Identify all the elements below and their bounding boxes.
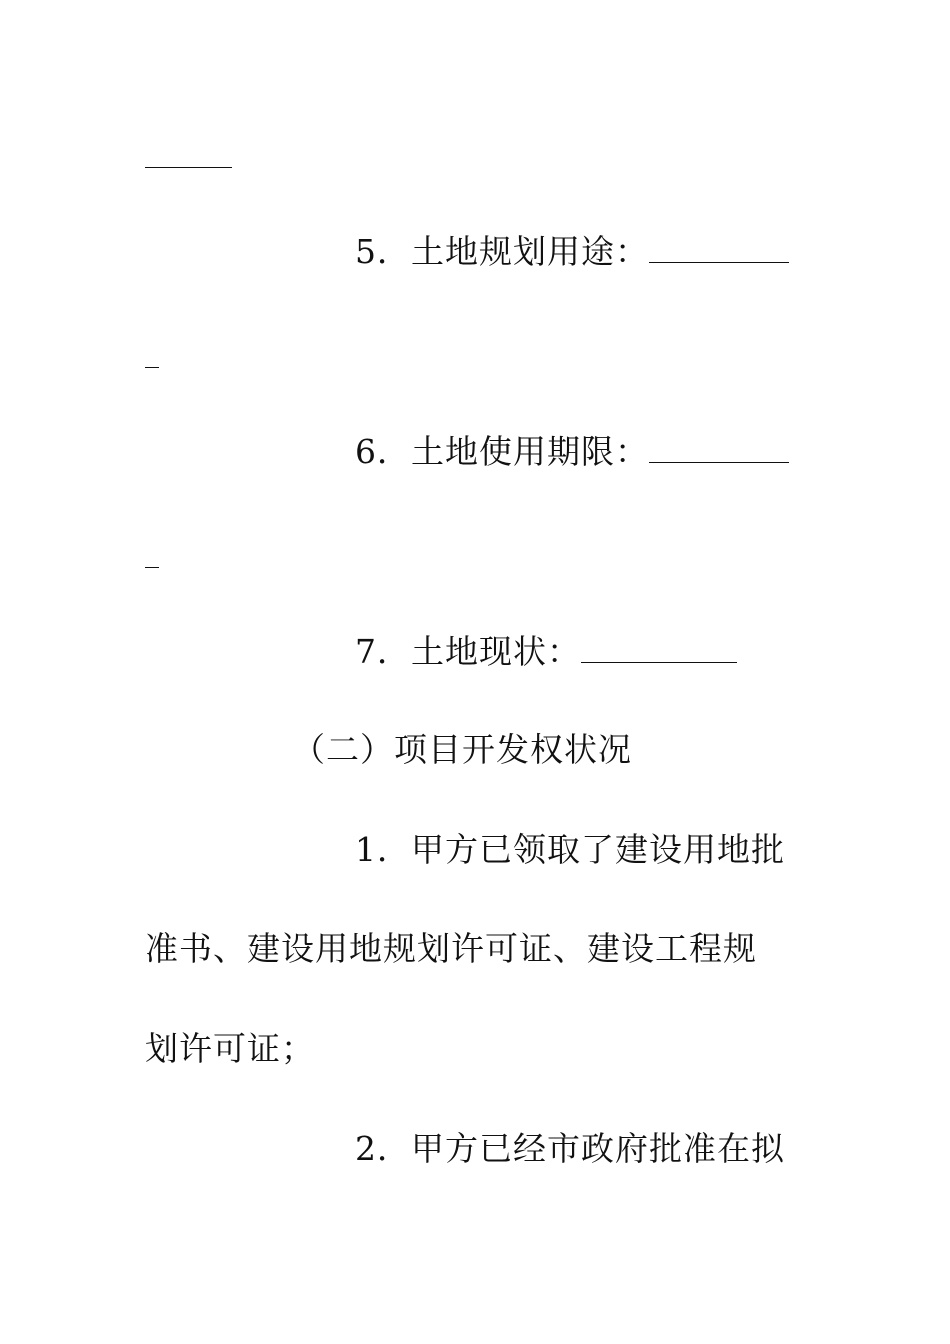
item-7-fill-blank[interactable] <box>581 632 737 663</box>
item-7-label: 土地现状： <box>411 632 581 671</box>
section-2-heading: （二）项目开发权状况 <box>292 730 632 769</box>
item-6-fill-blank[interactable] <box>649 432 789 463</box>
item-7-row <box>355 632 737 672</box>
fill-blank-continuation[interactable] <box>145 167 232 168</box>
item-5-fill-blank-continuation[interactable] <box>145 367 159 368</box>
item-6-fill-blank-continuation[interactable] <box>145 567 159 568</box>
item-5-label: 土地规划用途： <box>411 232 649 271</box>
item-6-number: 6． <box>355 432 411 471</box>
para-1-line-2: 准书、建设用地规划许可证、建设工程规 <box>145 929 757 968</box>
item-5-fill-blank[interactable] <box>649 232 789 263</box>
para-1-line-1: 1．甲方已领取了建设用地批 <box>355 830 785 869</box>
item-6-row <box>355 432 789 472</box>
item-7-number: 7． <box>355 632 411 671</box>
item-5-number: 5． <box>355 232 411 271</box>
item-6-label: 土地使用期限： <box>411 432 649 471</box>
item-5-row <box>355 232 789 272</box>
para-2-line-1: 2．甲方已经市政府批准在拟 <box>355 1129 785 1168</box>
para-1-line-3: 划许可证； <box>145 1029 315 1068</box>
